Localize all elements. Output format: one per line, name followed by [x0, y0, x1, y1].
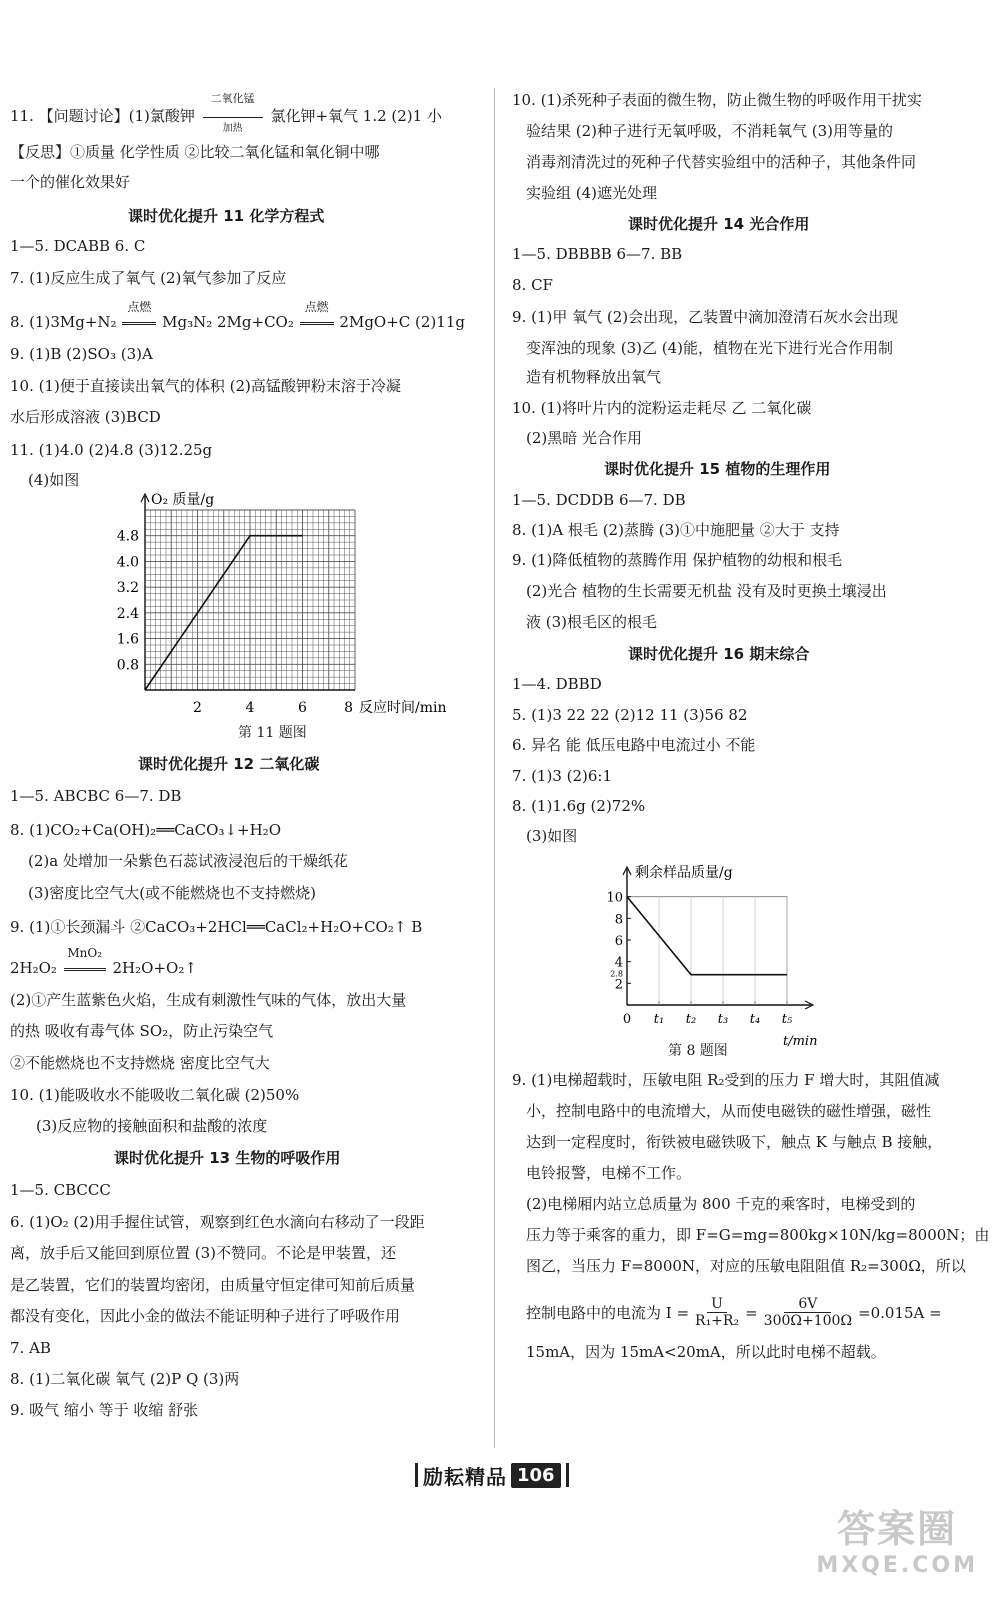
- watermark-logo-text: 答案圈: [837, 1507, 958, 1551]
- y-tick-label: 0.8: [116, 657, 139, 674]
- answer-line: 8. (1)A 根毛 (2)蒸腾 (3)①中施肥量 ②大于 支持: [512, 521, 840, 539]
- answer-line: 水后形成溶液 (3)BCD: [10, 408, 161, 426]
- x-tick-label: t₁: [653, 1012, 665, 1027]
- footer-bar-right: [566, 1463, 569, 1487]
- formula-suffix: =0.015A =: [858, 1303, 942, 1322]
- answer-line: 9. (1)B (2)SO₃ (3)A: [10, 345, 153, 363]
- answer-line: 10. (1)杀死种子表面的微生物，防止微生物的呼吸作用干扰实: [512, 91, 922, 109]
- ignition-label: 点燃: [127, 300, 152, 314]
- q11-line1: [10, 92, 442, 134]
- q11-text-a: 11. 【问题讨论】(1)氯酸钾: [10, 107, 195, 125]
- equals-sign: =: [745, 1303, 758, 1322]
- y-tick-label: 2.4: [116, 605, 139, 622]
- answer-line: (4)如图: [28, 471, 80, 489]
- reaction-arrow: [200, 92, 266, 134]
- answer-line: 1—4. DBBD: [512, 675, 602, 693]
- y-axis-label: 剩余样品质量/g: [635, 865, 733, 881]
- answer-line: 9. (1)甲 氧气 (2)会出现，乙装置中滴加澄清石灰水会出现: [512, 308, 899, 326]
- answer-line: 8. (1)1.6g (2)72%: [512, 797, 646, 815]
- y-axis-label: O₂ 质量/g: [151, 492, 215, 508]
- answer-line: 离，放手后又能回到原位置 (3)不赞同。不论是甲装置，还: [10, 1244, 397, 1262]
- catalyst-label: MnO₂: [67, 946, 103, 960]
- q11-text-b: 氯化钾+氧气 1.2 (2)1 小: [270, 107, 442, 125]
- ignition-label: 点燃: [304, 300, 329, 314]
- y-tick-label-extra: 2.8: [610, 969, 623, 979]
- ignition-sign: [299, 300, 335, 332]
- answer-line: 11. (1)4.0 (2)4.8 (3)12.25g: [10, 441, 213, 459]
- x-tick-label: 8: [344, 700, 353, 716]
- answer-line: 1—5. DCDDB 6—7. DB: [512, 491, 686, 509]
- answer-line: 1—5. DBBBB 6—7. BB: [512, 245, 683, 263]
- equation-line: [10, 946, 197, 978]
- y-tick-label: 10: [606, 890, 623, 906]
- answer-line: (2)光合 植物的生长需要无机盐 没有及时更换土壤浸出: [526, 582, 887, 600]
- answer-line: 液 (3)根毛区的根毛: [526, 613, 658, 631]
- answer-line: 是乙装置，它们的装置均密闭，由质量守恒定律可知前后质量: [10, 1276, 416, 1294]
- q11-reflect-cont: 一个的催化效果好: [10, 173, 131, 191]
- answer-line: (2)电梯厢内站立总质量为 800 千克的乘客时，电梯受到的: [526, 1195, 916, 1213]
- answer-line: 6. (1)O₂ (2)用手握住试管，观察到红色水滴向右移动了一段距: [10, 1213, 425, 1231]
- page-number: 106: [511, 1463, 561, 1488]
- answer-line: (2)a 处增加一朵紫色石蕊试液浸泡后的干燥纸花: [28, 852, 348, 870]
- answer-line: (3)反应物的接触面积和盐酸的浓度: [36, 1117, 268, 1135]
- denominator: R₁+R₂: [695, 1313, 740, 1329]
- answer-line: 压力等于乘客的重力，即 F=G=mg=800kg×10N/kg=8000N；由: [526, 1226, 990, 1244]
- watermark-url: MXQE.COM: [816, 1553, 978, 1578]
- q11-reflect: 【反思】①质量 化学性质 ②比较二氧化锰和氧化铜中哪: [10, 143, 380, 161]
- answer-line: (2)黑暗 光合作用: [526, 429, 643, 447]
- answer-line: ②不能燃烧也不支持燃烧 密度比空气大: [10, 1054, 270, 1072]
- watermark: [816, 1498, 978, 1578]
- answer-line: 电铃报警，电梯不工作。: [526, 1164, 692, 1182]
- answer-line: 造有机物释放出氧气: [526, 368, 662, 386]
- x-tick-label: t₄: [749, 1012, 761, 1027]
- answer-line: (2)①产生蓝紫色火焰，生成有刺激性气味的气体，放出大量: [10, 991, 407, 1009]
- answer-line: 8. CF: [512, 276, 553, 294]
- eq-part: 2H₂O+O₂↑: [112, 959, 197, 977]
- answer-line: 的热 吸收有毒气体 SO₂，防止污染空气: [10, 1022, 274, 1040]
- arrow-condition-bottom: 加热: [222, 123, 243, 134]
- column-divider: [494, 88, 495, 1448]
- section-heading-11: 课时优化提升 11 化学方程式: [128, 207, 325, 225]
- footer-bar-left: [415, 1463, 418, 1487]
- y-tick-label: 2: [614, 977, 623, 993]
- y-tick-label: 3.2: [116, 580, 139, 597]
- y-tick-label: 1.6: [116, 631, 139, 648]
- section-heading-13: 课时优化提升 13 生物的呼吸作用: [114, 1149, 341, 1167]
- catalyst-sign: [62, 946, 108, 978]
- answer-line: 达到一定程度时，衔铁被电磁铁吸下，触点 K 与触点 B 接触，: [526, 1133, 943, 1151]
- section-heading-14: 课时优化提升 14 光合作用: [628, 215, 810, 233]
- answer-line: 7. (1)3 (2)6:1: [512, 767, 613, 785]
- figure-caption-11: 第 11 题图: [238, 725, 307, 741]
- x-tick-label: t₂: [685, 1012, 697, 1027]
- answer-line: (3)密度比空气大(或不能燃烧也不支持燃烧): [28, 884, 316, 902]
- answer-line: 都没有变化，因此小金的做法不能证明种子进行了呼吸作用: [10, 1307, 401, 1325]
- x-tick-label: t₃: [717, 1012, 729, 1027]
- y-tick-label: 6: [614, 934, 623, 949]
- answer-line: 10. (1)能吸收水不能吸收二氧化碳 (2)50%: [10, 1086, 300, 1104]
- x-tick-label: 4: [245, 700, 255, 716]
- answer-line: 验结果 (2)种子进行无氧呼吸，不消耗氧气 (3)用等量的: [526, 122, 894, 140]
- ignition-sign: [121, 300, 157, 332]
- answer-line: 9. 吸气 缩小 等于 收缩 舒张: [10, 1401, 199, 1419]
- current-formula-line: [526, 1296, 942, 1329]
- answer-line: 9. (1)①长颈漏斗 ②CaCO₃+2HCl══CaCl₂+H₂O+CO₂↑ B: [10, 918, 423, 936]
- x-axis-label: t/min: [783, 1034, 818, 1049]
- x-tick-label: 2: [193, 700, 202, 716]
- remaining-mass-chart: [592, 840, 892, 1049]
- eq-part: Mg₃N₂ 2Mg+CO₂: [162, 313, 294, 331]
- x-tick-label: 0: [622, 1012, 632, 1027]
- answer-line: 10. (1)便于直接读出氧气的体积 (2)高锰酸钾粉末溶于冷凝: [10, 377, 401, 395]
- page-footer: [410, 1460, 574, 1490]
- y-tick-label: 4.0: [116, 554, 139, 571]
- eq-part: 2MgO+C (2)11g: [339, 313, 465, 331]
- answer-line: 图乙，当压力 F=8000N，对应的压敏电阻阻值 R₂=300Ω，所以: [526, 1257, 966, 1275]
- section-heading-16: 课时优化提升 16 期末综合: [628, 645, 810, 663]
- answer-line: (3)如图: [526, 827, 578, 845]
- y-tick-label: 4.8: [116, 528, 139, 545]
- answer-line: 6. 异名 能 低压电路中电流过小 不能: [512, 736, 756, 754]
- answer-line: 9. (1)降低植物的蒸腾作用 保护植物的幼根和根毛: [512, 551, 843, 569]
- arrow-condition-top: 二氧化锰: [210, 92, 255, 105]
- section-heading-15: 课时优化提升 15 植物的生理作用: [604, 460, 831, 478]
- series-line: [627, 897, 787, 975]
- figure-caption-8: 第 8 题图: [668, 1043, 728, 1059]
- answer-line: 8. (1)CO₂+Ca(OH)₂══CaCO₃↓+H₂O: [10, 821, 281, 839]
- plot-frame: [627, 897, 787, 1005]
- y-tick-label: 8: [614, 912, 623, 928]
- o2-mass-chart: [100, 478, 470, 723]
- answer-line: 10. (1)将叶片内的淀粉运走耗尽 乙 二氧化碳: [512, 399, 812, 417]
- answer-line: 1—5. CBCCC: [10, 1181, 111, 1199]
- answer-line: 5. (1)3 22 22 (2)12 11 (3)56 82: [512, 706, 748, 724]
- answer-line: 8. (1)二氧化碳 氧气 (2)P Q (3)两: [10, 1370, 240, 1388]
- eq-part: 2H₂O₂: [10, 959, 57, 977]
- answer-line: 7. (1)反应生成了氧气 (2)氧气参加了反应: [10, 269, 287, 287]
- answer-line: 7. AB: [10, 1339, 51, 1357]
- answer-line: 变浑浊的现象 (3)乙 (4)能，植物在光下进行光合作用制: [526, 339, 894, 357]
- y-tick-label: 4: [614, 955, 623, 971]
- answer-line: 1—5. ABCBC 6—7. DB: [10, 787, 182, 805]
- numerator: U: [707, 1296, 727, 1313]
- answer-line: 9. (1)电梯超载时，压敏电阻 R₂受到的压力 F 增大时，其阻值减: [512, 1071, 940, 1089]
- numerator: 6V: [784, 1296, 831, 1313]
- fraction: [695, 1296, 739, 1329]
- brand-name: 励耘精品: [423, 1464, 507, 1489]
- equation-line: [10, 300, 465, 332]
- x-tick-label: 6: [298, 700, 307, 716]
- denominator: 300Ω+100Ω: [763, 1313, 853, 1329]
- x-axis-label: 反应时间/min: [359, 700, 447, 716]
- section-heading-12: 课时优化提升 12 二氧化碳: [138, 755, 320, 773]
- answer-line: 实验组 (4)遮光处理: [526, 184, 658, 202]
- eq-part: 8. (1)3Mg+N₂: [10, 313, 117, 331]
- answer-line: 小，控制电路中的电流增大，从而使电磁铁的磁性增强，磁性: [526, 1102, 932, 1120]
- x-tick-label: t₅: [781, 1012, 793, 1027]
- formula-prefix: 控制电路中的电流为 I =: [526, 1303, 690, 1322]
- answer-line: 消毒剂清洗过的死种子代替实验组中的活种子，其他条件同: [526, 153, 917, 171]
- fraction: [764, 1296, 852, 1329]
- answer-line: 15mA，因为 15mA<20mA，所以此时电梯不超载。: [526, 1343, 886, 1361]
- answer-line: 1—5. DCABB 6. C: [10, 237, 146, 255]
